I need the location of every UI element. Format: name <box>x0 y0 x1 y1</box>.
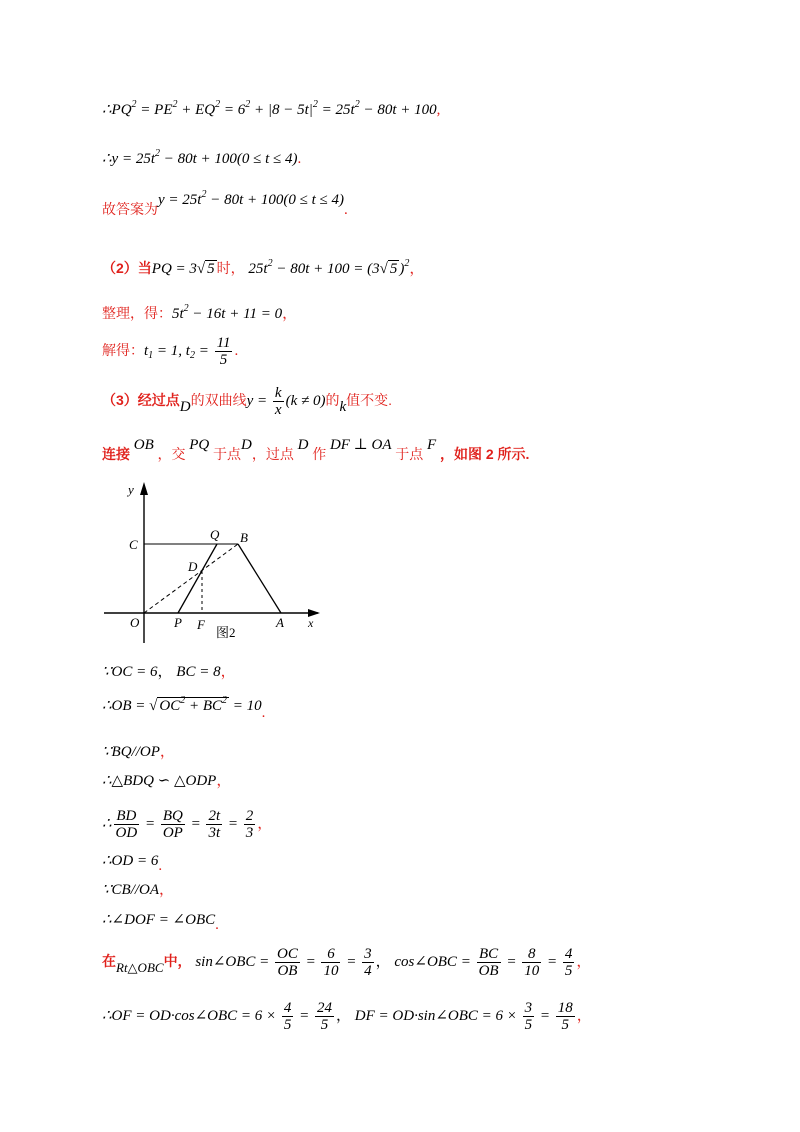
label-text: 值不变. <box>346 391 393 408</box>
math-var: k <box>339 398 347 415</box>
math-expr: ∵OC = 6， BC = 8 <box>102 664 221 680</box>
punct: ， <box>576 953 592 970</box>
figure-caption: 图2 <box>216 625 236 640</box>
label-b: B <box>240 530 248 545</box>
math-expr: PQ = 3√ 5 <box>151 261 215 277</box>
punct: . <box>215 917 219 933</box>
segment-ba <box>238 544 281 613</box>
label-text: 在 <box>102 952 116 969</box>
math-var: D <box>179 398 191 415</box>
label-text: 于点 <box>213 446 241 462</box>
math-expr: ∴∠DOF = ∠OBC <box>102 912 216 928</box>
label-text: 于点 <box>395 446 424 462</box>
label-text: 时， <box>216 260 245 276</box>
line-2 <box>102 149 301 169</box>
line-16 <box>102 910 219 933</box>
punct: ， <box>409 261 425 277</box>
line-4 <box>102 258 424 279</box>
label-q: Q <box>210 527 220 542</box>
punct: ， <box>375 953 391 970</box>
label-text: 故答案为 <box>102 201 158 217</box>
math-var: OB <box>133 437 154 453</box>
label-text: 的双曲线 <box>190 391 247 408</box>
punct: ， <box>159 744 175 760</box>
line-12 <box>102 771 231 791</box>
math-var: D <box>297 437 309 453</box>
math-expr: y = $\frac{k}{x}$ (k ≠ 0) <box>246 385 326 418</box>
label-text: （2）当 <box>102 260 152 276</box>
punct: ， <box>216 773 232 789</box>
line-8 <box>102 437 530 465</box>
label-text: 中， <box>163 952 192 969</box>
math-expr: ∴ $\frac{BD}{OD}$ = $\frac{BQ}{OP}$ = $\frac{2t}{3t}$ = $\frac{2}{3}$ <box>102 808 254 841</box>
math-expr: ∴OB = √ $OC^2 + BC^2 = 10$ <box>102 695 262 714</box>
label-text: 作 <box>312 446 327 462</box>
math-expr: DF ⊥ OA <box>329 437 392 453</box>
punct: ， <box>282 306 298 322</box>
label-text: ，过点 <box>251 446 294 462</box>
math-expr: ∴△BDQ ∽ △ODP <box>102 773 217 789</box>
punct: . <box>234 342 239 359</box>
math-var: D <box>241 437 252 453</box>
label-text: 整理，得： <box>102 305 172 321</box>
punct: ， <box>220 664 236 680</box>
math-expr: ∵BQ//OP <box>102 744 160 760</box>
label-y: y <box>128 482 134 497</box>
line-7 <box>102 385 392 418</box>
label-a: A <box>276 615 284 630</box>
math-expr: $\therefore PQ^2 = PE^2 + EQ^2 = 6^2 + |8 - 5t|^2 = 25t^2 - 80t + 100$ <box>102 99 437 118</box>
label-f: F <box>197 617 205 632</box>
label-text: ，如图 2 所示. <box>439 446 530 462</box>
punct: ， <box>336 1007 352 1024</box>
line-15 <box>102 880 174 900</box>
line-17 <box>102 946 591 979</box>
punct: . <box>297 151 302 167</box>
math-expr: ∴y = $25t^2 - 80t + 100(0 \le t \le 4)$ <box>102 148 298 167</box>
label-x: x <box>308 616 314 630</box>
math-expr: sin∠OBC = $\frac{OC}{OB}$ = $\frac{6}{10}$ = $\frac{3}{4}$ <box>195 946 372 979</box>
punct: ， <box>159 882 175 898</box>
math-expr: ∴OD = 6 <box>102 853 159 869</box>
math-var: PQ <box>189 437 210 453</box>
label-text: 解得： <box>102 341 144 358</box>
y-axis-arrow <box>140 482 148 495</box>
line-9 <box>102 662 236 682</box>
math-expr: $5t^2 - 16t + 11 = 0$ <box>172 303 283 322</box>
line-1 <box>102 100 440 120</box>
punct: . <box>261 705 266 721</box>
line-11 <box>102 742 175 762</box>
label-text: 连接 <box>102 446 130 462</box>
math-expr: $25t^2 - 80t + 100 = (3√$ 5 )$^2$ <box>248 258 410 277</box>
punct: ， <box>576 1007 592 1024</box>
line-10 <box>102 695 266 721</box>
math-var: F <box>427 437 437 453</box>
segment-ob <box>144 544 238 613</box>
label-o: O <box>130 615 140 630</box>
punct: , <box>436 102 441 118</box>
line-18 <box>102 1000 592 1033</box>
punct: . <box>158 858 163 874</box>
line-14 <box>102 851 163 874</box>
line-5 <box>102 303 297 324</box>
math-expr: $t_1 = 1$, $t_2$ = $\frac{11}{5}$ <box>144 335 231 368</box>
punct: . <box>344 202 348 218</box>
line-3 <box>102 189 348 220</box>
line-6 <box>102 335 238 368</box>
math-expr: cos∠OBC = $\frac{BC}{OB}$ = $\frac{8}{10}$ = $\frac{4}{5}$ <box>394 946 573 979</box>
label-c: C <box>129 537 138 552</box>
punct: ， <box>257 815 273 832</box>
segment-pq <box>178 544 217 613</box>
label-p: P <box>174 615 182 630</box>
figure-2 <box>100 478 325 648</box>
math-expr: Rt△OBC <box>116 959 164 975</box>
label-text: 的 <box>325 391 340 408</box>
math-expr: $y = 25t^2 - 80t + 100(0 \le t \le 4)$ <box>158 189 344 208</box>
label-text: ，交 <box>157 446 186 462</box>
math-expr: ∴OF = OD·cos∠OBC = 6 × $\frac{4}{5}$ = $\frac{24}{5}$ <box>102 1000 333 1033</box>
math-expr: DF = OD·sin∠OBC = 6 × $\frac{3}{5}$ = $\frac{18}{5}$ <box>354 1000 573 1033</box>
line-13 <box>102 808 272 841</box>
label-text: （3）经过点 <box>102 391 180 408</box>
math-expr: ∵CB//OA <box>102 882 160 898</box>
label-d: D <box>188 559 198 574</box>
